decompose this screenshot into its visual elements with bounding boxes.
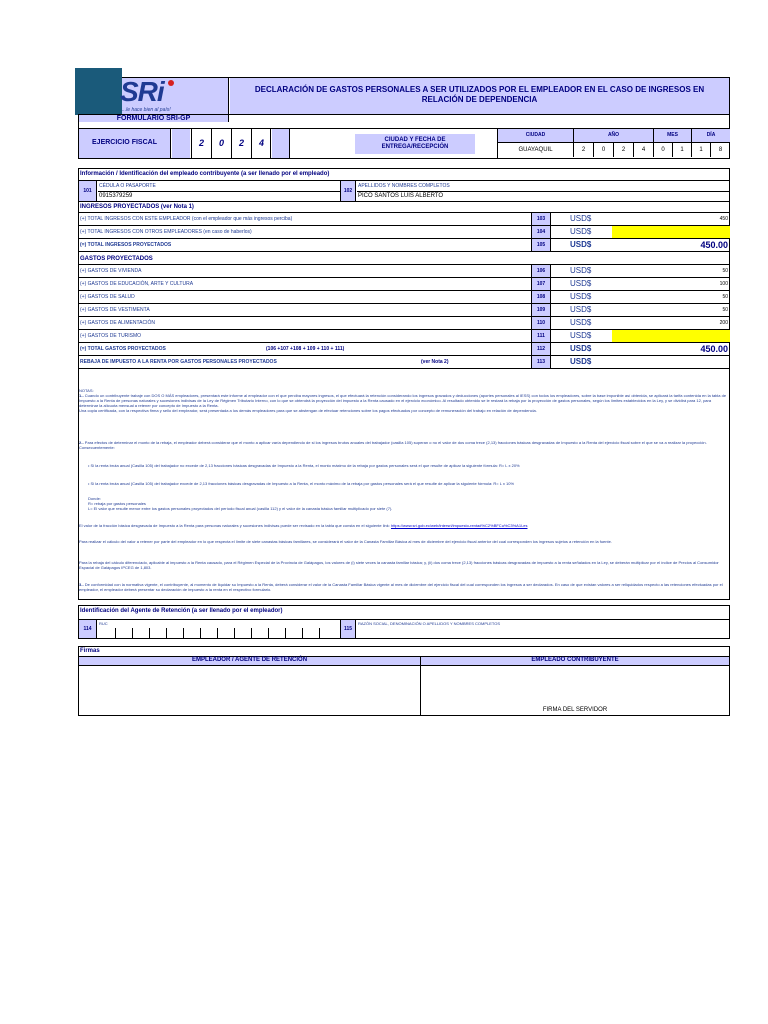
- logo-tagline: ...le hace bien al país!: [122, 107, 171, 113]
- income-row-code: 104: [531, 226, 551, 238]
- id-value: 0915379259: [99, 193, 133, 199]
- day-digit: 1: [692, 143, 711, 157]
- form-title: DECLARACIÓN DE GASTOS PERSONALES A SER UTILIZADOS POR EL EMPLEADOR EN EL CASO DE INGRESOS EN RELACIÓN DE DEPENDENCIA: [230, 78, 729, 114]
- sri-logo-accent: [168, 80, 174, 86]
- month-digit: 0: [654, 143, 673, 157]
- note-number: 3.-: [79, 582, 84, 587]
- currency-label: USD$: [570, 357, 592, 366]
- divider: [357, 191, 730, 192]
- city-date-label: CIUDAD Y FECHA DE ENTREGA/RECEPCIÓN: [355, 134, 475, 154]
- expense-value[interactable]: 100: [719, 281, 728, 287]
- notes-block: [79, 388, 729, 413]
- ruc-digit-grid[interactable]: [98, 628, 340, 638]
- income-value[interactable]: 450: [719, 216, 728, 222]
- fiscal-year-digit: 4: [258, 138, 264, 148]
- employee-section-title: Información / Identificación del empleado contribuyente (a ser llenado por el empleado): [80, 171, 330, 177]
- divider: [98, 191, 340, 192]
- note-number: 1.-: [79, 393, 84, 398]
- note-2-bullet-2: • Si la renta bruta anual (Casilla 105) del trabajador excede de 2,13 fracciones básicas desgravadas de Impuesto a la Renta, el monto máximo de la rebaja por gastos personales será el que resulte de aplicar la siguiente fórmula: R= L x 10%: [88, 481, 515, 486]
- expense-total-formula: (106 +107 +108 + 109 + 110 + 111): [266, 346, 345, 352]
- currency-label: USD$: [570, 279, 592, 288]
- sri-logo: SRi: [120, 76, 164, 107]
- logo-square: [75, 68, 122, 115]
- currency-label: USD$: [570, 240, 592, 249]
- note-link-row: [79, 523, 729, 528]
- month-digit: 1: [673, 143, 692, 157]
- expense-row: [78, 317, 730, 330]
- expense-row-label: (+) GASTOS DE ALIMENTACIÓN: [80, 320, 155, 326]
- donde-l: L= El valor que resulte menor entre los gastos personales proyectados del período fiscal anual (casilla 112) y el valor de la canasta básica familiar multiplicado por siete (7).: [88, 506, 393, 511]
- expense-row: [78, 330, 730, 343]
- city-header: CIUDAD: [498, 128, 574, 143]
- ruc-label: RUC: [99, 621, 108, 626]
- year-digit: 2: [614, 143, 634, 157]
- employee-signature-label: EMPLEADO CONTRIBUYENTE: [421, 657, 729, 665]
- expense-row-label: (+) GASTOS DE VIVIENDA: [80, 268, 142, 274]
- header-subline: [78, 128, 730, 129]
- name-value: PICO SANTOS LUIS ALBERTO: [358, 193, 444, 199]
- year-digit: 4: [634, 143, 654, 157]
- city-date-table: [497, 128, 730, 158]
- expense-row: [78, 278, 730, 291]
- currency-label: USD$: [570, 344, 592, 353]
- donde-label: Donde:: [88, 496, 101, 501]
- fiscal-year-digit: 2: [192, 128, 212, 158]
- expense-total-label: (=) TOTAL GASTOS PROYECTADOS: [80, 346, 166, 352]
- expense-row: [78, 304, 730, 317]
- income-value[interactable]: [612, 226, 730, 238]
- month-header: MES: [654, 128, 692, 143]
- fiscal-year-digit: 0: [212, 128, 232, 158]
- signatures-title: Firmas: [80, 648, 100, 654]
- expense-row-code: 110: [531, 317, 551, 329]
- income-row-label: (+) TOTAL INGRESOS CON OTROS EMPLEADORES (en caso de haberlos): [80, 229, 252, 235]
- expense-row-code: 109: [531, 304, 551, 316]
- employer-signature-box[interactable]: [79, 666, 419, 715]
- income-row-code: 103: [531, 213, 551, 225]
- sri-link[interactable]: https://www.sri.gob.ec/web/intersri/impuesto-renta#%C2%BFCu%C3%A1l-es: [390, 523, 528, 528]
- expense-row: [78, 265, 730, 278]
- form-code: FORMULARIO SRI-GP: [79, 114, 229, 122]
- currency-label: USD$: [570, 331, 592, 340]
- expense-row: [78, 291, 730, 304]
- fiscal-year-pad-right: [272, 128, 290, 158]
- server-signature-label: FIRMA DEL SERVIDOR: [542, 707, 608, 713]
- note-2-text: Para efectos de determinar el monto de la rebaja, el empleador deberá considerar que el monto a aplicar varía dependiendo de si los ingresos brutos anuales del trabajador (casilla 105) superan o no el valor de dos coma trece (2,13) fracciones básicas desgravadas de Impuesto a la Renta del ejercicio fiscal sobre el que se va a realizar la proyección. Consecuentemente:: [79, 440, 707, 450]
- expense-row-code: 106: [531, 265, 551, 277]
- expense-row-label: (+) GASTOS DE EDUCACIÓN, ARTE Y CULTURA: [80, 281, 194, 287]
- income-row: [78, 213, 730, 226]
- notes-title: NOTAS:: [79, 388, 94, 393]
- currency-label: USD$: [570, 292, 592, 301]
- day-header: DÍA: [692, 128, 730, 143]
- income-row-label: (+) TOTAL INGRESOS CON ESTE EMPLEADOR (con el empleador que más ingresos perciba): [80, 216, 293, 222]
- expense-row-code: 108: [531, 291, 551, 303]
- expense-value[interactable]: [612, 330, 730, 342]
- id-code: 101: [79, 181, 97, 201]
- link-intro: El valor de la fracción básica desgravada de Impuesto a la Renta para personas naturales y sucesiones indivisas puede ser revisado en la tabla que consta en el siguiente link:: [79, 523, 390, 528]
- expense-value[interactable]: 50: [722, 307, 728, 313]
- name-label: APELLIDOS Y NOMBRES COMPLETOS: [358, 183, 450, 189]
- expenses-section-title: GASTOS PROYECTADOS: [80, 256, 153, 262]
- income-total-code: 105: [531, 239, 551, 251]
- year-digit: 2: [574, 143, 594, 157]
- donde-r: R= rebaja por gastos personales: [88, 501, 146, 506]
- agent-section-title: Identificación del Agente de Retención (a ser llenado por el empleador): [80, 608, 283, 614]
- employer-signature-label: EMPLEADOR / AGENTE DE RETENCIÓN: [79, 657, 420, 665]
- divider: [78, 180, 730, 181]
- rebate-note: (ver Nota 2): [421, 359, 449, 365]
- note-2: [79, 440, 729, 450]
- income-row: [78, 226, 730, 239]
- year-header: AÑO: [574, 128, 654, 143]
- name-code: 102: [340, 181, 356, 201]
- note-galapagos: Para la rebaja del cálculo diferenciado, aplicable al impuesto a la Renta causado, para el Régimen Especial de la Provincia de Galápagos, los valores de (i) siete veces la canasta familiar básica; y, (ii) dos coma trece (2,13) fracciones básicas desgravadas de impuesto a la renta señalados en la Ley, se deberán multiplicar por el índice de Precios al Consumidor Espacial de Galápagos IPCEG de 1,803.: [79, 560, 719, 570]
- expense-row-code: 107: [531, 278, 551, 290]
- ruc-code: 114: [79, 620, 97, 638]
- header-divider: [78, 114, 730, 115]
- expense-total-code: 112: [531, 343, 551, 355]
- currency-label: USD$: [570, 227, 592, 236]
- currency-label: USD$: [570, 266, 592, 275]
- rebate-row: [78, 356, 730, 369]
- id-label: CÉDULA O PASAPORTE: [99, 183, 156, 189]
- note-2-donde: [88, 496, 728, 511]
- divider: [78, 201, 730, 202]
- expense-value[interactable]: 200: [719, 320, 728, 326]
- note-number: 2.-: [79, 440, 84, 445]
- note-2-bullet-1: • Si la renta bruta anual (Casilla 105) del trabajador no excede de 2,13 fracciones básicas desgravadas de Impuesto a la Renta, el monto máximo de la rebaja por gastos personales será el que resulte de aplicar la siguiente fórmula: R= L x 20%: [88, 463, 520, 468]
- note-1b: Una copia certificada, con la respectiva firma y sello del empleador, será presentada a los demás empleadores para que se abstengan de efectuar retenciones sobre los pagos efectuados por concepto de remuneración del trabajo en relación de dependencia.: [79, 408, 537, 413]
- currency-label: USD$: [570, 214, 592, 223]
- expense-row-label: (+) GASTOS DE TURISMO: [80, 333, 142, 339]
- expense-row-label: (+) GASTOS DE SALUD: [80, 294, 135, 300]
- note-3-text: De conformidad con la normativa vigente, el contribuyente, al momento de liquidar su Impuesto a la Renta, deberá considerar el valor de la Canasta Familiar Básica vigente al mes de diciembre del ejercicio fiscal del cual corresponden los ingresos a ser declarados. En caso de que existan valores a ser reliquidados respecto a las retenciones efectuadas por el empleador, el empleador deberá presentar su declaración de impuesto a la renta en el respectivo formulario.: [79, 582, 723, 592]
- fiscal-year-digit: 2: [232, 128, 252, 158]
- note-1-text: Cuando un contribuyente trabaje con DOS O MÁS empleadores, presentará este informe al empleador con el que perciba mayores ingresos, el que efectuará la retención considerando los ingresos gravados y deducciones (aportes personales al IESS) con todos los empleadores, sobre la base imponible así obtenida, se aplicará la tarifa contenida en la tabla de Impuesto a la Renta de personas naturales y sucesiones indivisas de la Ley de Régimen Tributario Interno, con lo que se obtendrá la proyección del impuesto a la Renta causado en el ejercicio económico. Al resultado obtenido se le restará la rebaja por la proyección de gastos personales, según los límites establecidos en la Ley, y se dividirá para 12, para determinar la alícuota mensual a retener por concepto de Impuesto a la Renta.: [79, 393, 727, 408]
- divider: [78, 619, 730, 620]
- day-digit: 8: [718, 147, 723, 153]
- expense-total-value: 450.00: [700, 344, 728, 354]
- note-canasta: Para realizar el cálculo del valor a retener por parte del empleador en lo que respecta el límite de siete canastas básicas familiares, se considerará el valor de la Canasta Familiar Básica al mes de diciembre del ejercicio fiscal anterior del cual corresponden los ingresos sujetos a retención en la fuente.: [79, 539, 612, 544]
- year-digit: 0: [594, 143, 614, 157]
- currency-label: USD$: [570, 305, 592, 314]
- expense-row-label: (+) GASTOS DE VESTIMENTA: [80, 307, 150, 313]
- expense-total-row: [78, 343, 730, 356]
- note-1: [79, 393, 729, 408]
- agent-name-code: 115: [340, 620, 356, 638]
- agent-name-label: RAZÓN SOCIAL, DENOMINACIÓN O APELLIDOS Y NOMBRES COMPLETOS: [358, 621, 501, 626]
- city-value: GUAYAQUIL: [498, 143, 574, 157]
- income-total-row: [78, 239, 730, 252]
- agent-name-field[interactable]: [357, 628, 729, 638]
- expense-value[interactable]: 50: [722, 294, 728, 300]
- expense-value[interactable]: 50: [722, 268, 728, 274]
- rebate-label: REBAJA DE IMPUESTO A LA RENTA POR GASTOS PERSONALES PROYECTADOS: [80, 359, 277, 365]
- rebate-value: [612, 356, 730, 368]
- note-3: [79, 582, 729, 592]
- rebate-code: 113: [531, 356, 551, 368]
- fiscal-year-cells: [191, 128, 271, 158]
- income-total-value: 450.00: [700, 240, 728, 250]
- fiscal-year-pad: [172, 128, 190, 158]
- income-total-label: (=) TOTAL INGRESOS PROYECTADOS: [80, 242, 172, 248]
- fiscal-year-label: EJERCICIO FISCAL: [79, 128, 171, 158]
- currency-label: USD$: [570, 318, 592, 327]
- expense-row-code: 111: [531, 330, 551, 342]
- income-section-title: INGRESOS PROYECTADOS (ver Nota 1): [80, 204, 194, 210]
